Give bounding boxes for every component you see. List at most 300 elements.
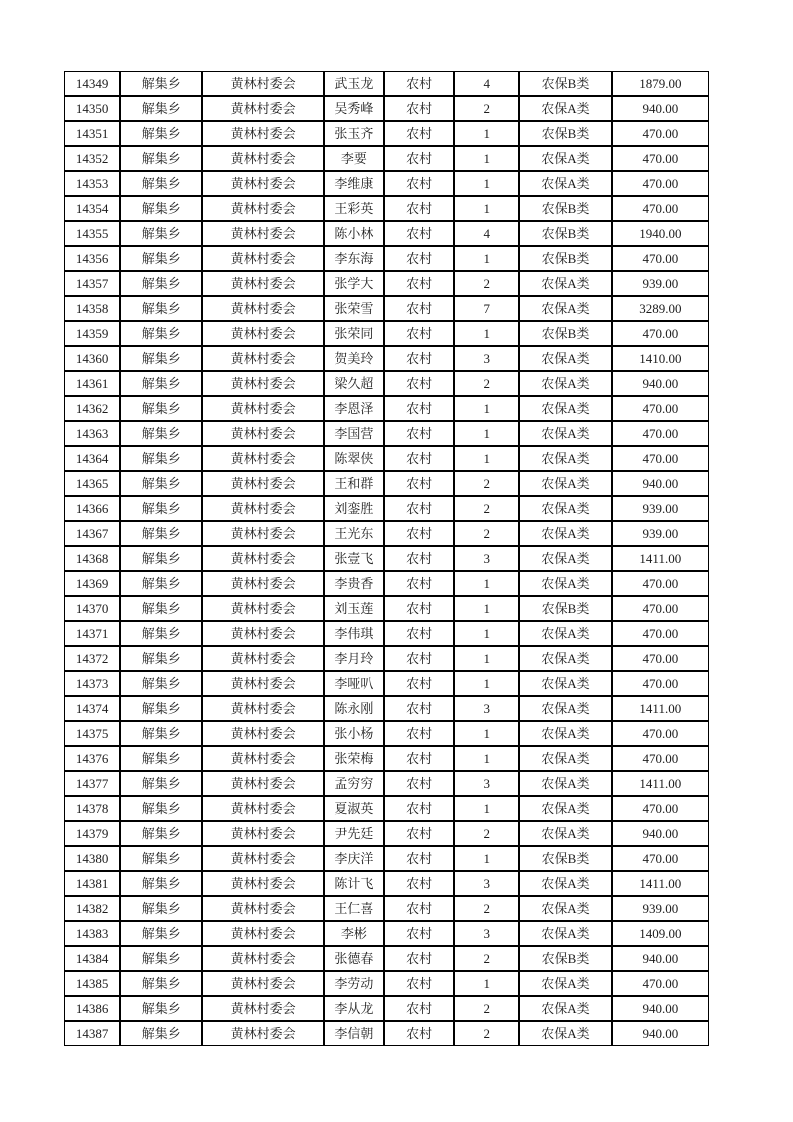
cell-amount: 470.00: [612, 721, 709, 746]
cell-count: 2: [454, 496, 519, 521]
cell-amount: 1411.00: [612, 871, 709, 896]
cell-amount: 470.00: [612, 396, 709, 421]
cell-id: 14355: [64, 221, 120, 246]
cell-category: 农村: [384, 821, 454, 846]
cell-amount: 939.00: [612, 271, 709, 296]
table-row: [64, 621, 709, 646]
cell-category: 农村: [384, 921, 454, 946]
cell-type: 农保A类: [519, 421, 611, 446]
cell-name: 王和群: [324, 471, 384, 496]
cell-name: 李从龙: [324, 996, 384, 1021]
table-row: [64, 696, 709, 721]
cell-name: 刘銮胜: [324, 496, 384, 521]
cell-name: 李伟琪: [324, 621, 384, 646]
cell-amount: 940.00: [612, 946, 709, 971]
cell-name: 王光东: [324, 521, 384, 546]
cell-township: 解集乡: [120, 246, 202, 271]
table-row: [64, 371, 709, 396]
cell-name: 李贵香: [324, 571, 384, 596]
cell-category: 农村: [384, 296, 454, 321]
cell-id: 14370: [64, 596, 120, 621]
cell-village: 黄林村委会: [202, 596, 323, 621]
cell-township: 解集乡: [120, 471, 202, 496]
cell-count: 1: [454, 321, 519, 346]
cell-township: 解集乡: [120, 921, 202, 946]
cell-id: 14362: [64, 396, 120, 421]
table-row: [64, 421, 709, 446]
cell-amount: 470.00: [612, 321, 709, 346]
cell-township: 解集乡: [120, 846, 202, 871]
cell-category: 农村: [384, 646, 454, 671]
cell-amount: 1409.00: [612, 921, 709, 946]
table-body: [64, 71, 709, 1046]
cell-amount: 3289.00: [612, 296, 709, 321]
cell-amount: 470.00: [612, 421, 709, 446]
cell-type: 农保A类: [519, 96, 611, 121]
cell-category: 农村: [384, 971, 454, 996]
cell-village: 黄林村委会: [202, 796, 323, 821]
cell-type: 农保A类: [519, 396, 611, 421]
cell-id: 14386: [64, 996, 120, 1021]
cell-name: 李维康: [324, 171, 384, 196]
cell-type: 农保A类: [519, 371, 611, 396]
cell-category: 农村: [384, 171, 454, 196]
cell-village: 黄林村委会: [202, 421, 323, 446]
cell-id: 14359: [64, 321, 120, 346]
cell-name: 李国营: [324, 421, 384, 446]
cell-amount: 470.00: [612, 796, 709, 821]
cell-id: 14373: [64, 671, 120, 696]
cell-village: 黄林村委会: [202, 846, 323, 871]
cell-amount: 470.00: [612, 246, 709, 271]
cell-category: 农村: [384, 896, 454, 921]
cell-count: 1: [454, 621, 519, 646]
cell-amount: 940.00: [612, 371, 709, 396]
cell-type: 农保A类: [519, 271, 611, 296]
cell-id: 14372: [64, 646, 120, 671]
cell-count: 2: [454, 521, 519, 546]
cell-amount: 470.00: [612, 646, 709, 671]
cell-count: 1: [454, 846, 519, 871]
cell-type: 农保B类: [519, 221, 611, 246]
cell-name: 尹先廷: [324, 821, 384, 846]
cell-village: 黄林村委会: [202, 446, 323, 471]
cell-type: 农保A类: [519, 696, 611, 721]
cell-category: 农村: [384, 871, 454, 896]
cell-village: 黄林村委会: [202, 746, 323, 771]
cell-id: 14368: [64, 546, 120, 571]
cell-village: 黄林村委会: [202, 571, 323, 596]
cell-count: 1: [454, 671, 519, 696]
cell-count: 4: [454, 221, 519, 246]
cell-name: 刘玉莲: [324, 596, 384, 621]
table-row: [64, 671, 709, 696]
cell-id: 14383: [64, 921, 120, 946]
table-row: [64, 471, 709, 496]
cell-name: 贺美玲: [324, 346, 384, 371]
cell-name: 张学大: [324, 271, 384, 296]
cell-id: 14387: [64, 1021, 120, 1046]
cell-category: 农村: [384, 996, 454, 1021]
cell-id: 14358: [64, 296, 120, 321]
cell-id: 14380: [64, 846, 120, 871]
cell-type: 农保A类: [519, 921, 611, 946]
cell-amount: 470.00: [612, 671, 709, 696]
cell-township: 解集乡: [120, 996, 202, 1021]
cell-name: 陈永刚: [324, 696, 384, 721]
cell-village: 黄林村委会: [202, 371, 323, 396]
cell-township: 解集乡: [120, 346, 202, 371]
cell-category: 农村: [384, 321, 454, 346]
cell-village: 黄林村委会: [202, 921, 323, 946]
cell-type: 农保A类: [519, 546, 611, 571]
cell-count: 2: [454, 946, 519, 971]
cell-name: 李信朝: [324, 1021, 384, 1046]
cell-amount: 939.00: [612, 521, 709, 546]
cell-type: 农保B类: [519, 196, 611, 221]
cell-name: 李彬: [324, 921, 384, 946]
cell-category: 农村: [384, 271, 454, 296]
table-row: [64, 746, 709, 771]
cell-village: 黄林村委会: [202, 96, 323, 121]
cell-township: 解集乡: [120, 621, 202, 646]
cell-category: 农村: [384, 246, 454, 271]
cell-count: 2: [454, 96, 519, 121]
cell-id: 14377: [64, 771, 120, 796]
cell-category: 农村: [384, 96, 454, 121]
cell-category: 农村: [384, 771, 454, 796]
table-row: [64, 221, 709, 246]
cell-village: 黄林村委会: [202, 396, 323, 421]
cell-township: 解集乡: [120, 946, 202, 971]
cell-id: 14376: [64, 746, 120, 771]
table-row: [64, 446, 709, 471]
cell-village: 黄林村委会: [202, 196, 323, 221]
cell-name: 张玉齐: [324, 121, 384, 146]
cell-name: 王仁喜: [324, 896, 384, 921]
table-row: [64, 596, 709, 621]
cell-count: 2: [454, 821, 519, 846]
cell-id: 14369: [64, 571, 120, 596]
cell-category: 农村: [384, 796, 454, 821]
cell-type: 农保A类: [519, 171, 611, 196]
table-row: [64, 796, 709, 821]
cell-name: 张荣梅: [324, 746, 384, 771]
cell-amount: 470.00: [612, 971, 709, 996]
cell-name: 李劳动: [324, 971, 384, 996]
cell-village: 黄林村委会: [202, 671, 323, 696]
cell-id: 14378: [64, 796, 120, 821]
cell-township: 解集乡: [120, 71, 202, 96]
cell-count: 1: [454, 121, 519, 146]
cell-id: 14375: [64, 721, 120, 746]
cell-township: 解集乡: [120, 971, 202, 996]
cell-id: 14349: [64, 71, 120, 96]
table-row: [64, 1021, 709, 1046]
cell-township: 解集乡: [120, 796, 202, 821]
cell-type: 农保A类: [519, 621, 611, 646]
cell-amount: 1410.00: [612, 346, 709, 371]
cell-name: 李月玲: [324, 646, 384, 671]
cell-count: 7: [454, 296, 519, 321]
cell-village: 黄林村委会: [202, 621, 323, 646]
cell-type: 农保B类: [519, 596, 611, 621]
cell-name: 李恩泽: [324, 396, 384, 421]
table-row: [64, 246, 709, 271]
cell-township: 解集乡: [120, 146, 202, 171]
cell-category: 农村: [384, 746, 454, 771]
cell-type: 农保A类: [519, 721, 611, 746]
cell-category: 农村: [384, 596, 454, 621]
cell-village: 黄林村委会: [202, 146, 323, 171]
cell-id: 14360: [64, 346, 120, 371]
cell-amount: 470.00: [612, 596, 709, 621]
table-row: [64, 721, 709, 746]
cell-id: 14374: [64, 696, 120, 721]
cell-type: 农保A类: [519, 521, 611, 546]
cell-village: 黄林村委会: [202, 821, 323, 846]
table-row: [64, 921, 709, 946]
cell-count: 1: [454, 796, 519, 821]
table-row: [64, 821, 709, 846]
cell-type: 农保A类: [519, 346, 611, 371]
table-row: [64, 546, 709, 571]
cell-village: 黄林村委会: [202, 546, 323, 571]
cell-count: 1: [454, 171, 519, 196]
cell-id: 14384: [64, 946, 120, 971]
payment-roster-table: [64, 71, 709, 1046]
cell-id: 14366: [64, 496, 120, 521]
cell-type: 农保A类: [519, 471, 611, 496]
cell-count: 4: [454, 71, 519, 96]
table-row: [64, 646, 709, 671]
table-row: [64, 196, 709, 221]
cell-township: 解集乡: [120, 271, 202, 296]
cell-category: 农村: [384, 946, 454, 971]
cell-village: 黄林村委会: [202, 221, 323, 246]
cell-id: 14385: [64, 971, 120, 996]
cell-category: 农村: [384, 671, 454, 696]
cell-id: 14357: [64, 271, 120, 296]
cell-id: 14363: [64, 421, 120, 446]
cell-category: 农村: [384, 571, 454, 596]
cell-amount: 470.00: [612, 171, 709, 196]
table-row: [64, 321, 709, 346]
cell-amount: 940.00: [612, 996, 709, 1021]
cell-count: 1: [454, 196, 519, 221]
cell-id: 14371: [64, 621, 120, 646]
cell-type: 农保A类: [519, 296, 611, 321]
cell-township: 解集乡: [120, 196, 202, 221]
cell-amount: 470.00: [612, 571, 709, 596]
cell-id: 14379: [64, 821, 120, 846]
cell-village: 黄林村委会: [202, 321, 323, 346]
table-row: [64, 396, 709, 421]
cell-village: 黄林村委会: [202, 71, 323, 96]
cell-village: 黄林村委会: [202, 346, 323, 371]
table-row: [64, 71, 709, 96]
cell-category: 农村: [384, 521, 454, 546]
cell-name: 陈小林: [324, 221, 384, 246]
cell-id: 14353: [64, 171, 120, 196]
cell-amount: 939.00: [612, 896, 709, 921]
table-row: [64, 771, 709, 796]
cell-type: 农保A类: [519, 446, 611, 471]
cell-amount: 1879.00: [612, 71, 709, 96]
cell-township: 解集乡: [120, 571, 202, 596]
cell-name: 李东海: [324, 246, 384, 271]
cell-category: 农村: [384, 721, 454, 746]
cell-township: 解集乡: [120, 771, 202, 796]
cell-type: 农保A类: [519, 496, 611, 521]
cell-count: 1: [454, 421, 519, 446]
cell-type: 农保A类: [519, 871, 611, 896]
cell-count: 2: [454, 371, 519, 396]
cell-type: 农保B类: [519, 71, 611, 96]
cell-name: 孟穷穷: [324, 771, 384, 796]
cell-township: 解集乡: [120, 221, 202, 246]
table-row: [64, 96, 709, 121]
cell-village: 黄林村委会: [202, 246, 323, 271]
cell-name: 王彩英: [324, 196, 384, 221]
cell-category: 农村: [384, 546, 454, 571]
table-row: [64, 296, 709, 321]
cell-amount: 470.00: [612, 746, 709, 771]
cell-category: 农村: [384, 71, 454, 96]
cell-name: 陈计飞: [324, 871, 384, 896]
cell-name: 陈翠侠: [324, 446, 384, 471]
cell-category: 农村: [384, 846, 454, 871]
cell-category: 农村: [384, 346, 454, 371]
cell-amount: 470.00: [612, 446, 709, 471]
cell-category: 农村: [384, 371, 454, 396]
cell-name: 张荣雪: [324, 296, 384, 321]
table-row: [64, 871, 709, 896]
cell-id: 14361: [64, 371, 120, 396]
table-row: [64, 571, 709, 596]
cell-amount: 940.00: [612, 471, 709, 496]
cell-category: 农村: [384, 696, 454, 721]
cell-type: 农保A类: [519, 821, 611, 846]
cell-count: 3: [454, 696, 519, 721]
cell-amount: 1411.00: [612, 546, 709, 571]
cell-type: 农保A类: [519, 796, 611, 821]
cell-count: 2: [454, 271, 519, 296]
cell-township: 解集乡: [120, 1021, 202, 1046]
cell-amount: 1940.00: [612, 221, 709, 246]
cell-village: 黄林村委会: [202, 946, 323, 971]
cell-count: 1: [454, 721, 519, 746]
cell-count: 1: [454, 246, 519, 271]
cell-count: 2: [454, 471, 519, 496]
cell-type: 农保B类: [519, 321, 611, 346]
cell-category: 农村: [384, 496, 454, 521]
cell-township: 解集乡: [120, 871, 202, 896]
cell-township: 解集乡: [120, 421, 202, 446]
cell-count: 1: [454, 146, 519, 171]
table-row: [64, 146, 709, 171]
cell-type: 农保A类: [519, 1021, 611, 1046]
cell-village: 黄林村委会: [202, 896, 323, 921]
cell-township: 解集乡: [120, 446, 202, 471]
cell-village: 黄林村委会: [202, 1021, 323, 1046]
cell-name: 张德春: [324, 946, 384, 971]
cell-type: 农保A类: [519, 896, 611, 921]
cell-category: 农村: [384, 471, 454, 496]
cell-township: 解集乡: [120, 546, 202, 571]
cell-village: 黄林村委会: [202, 871, 323, 896]
cell-township: 解集乡: [120, 321, 202, 346]
cell-category: 农村: [384, 196, 454, 221]
cell-village: 黄林村委会: [202, 296, 323, 321]
cell-name: 梁久超: [324, 371, 384, 396]
cell-amount: 1411.00: [612, 771, 709, 796]
cell-amount: 940.00: [612, 821, 709, 846]
table-row: [64, 896, 709, 921]
cell-village: 黄林村委会: [202, 121, 323, 146]
cell-name: 张小杨: [324, 721, 384, 746]
cell-amount: 940.00: [612, 96, 709, 121]
table-row: [64, 521, 709, 546]
cell-amount: 470.00: [612, 621, 709, 646]
table-row: [64, 846, 709, 871]
cell-category: 农村: [384, 446, 454, 471]
cell-count: 2: [454, 896, 519, 921]
cell-township: 解集乡: [120, 721, 202, 746]
cell-count: 1: [454, 971, 519, 996]
table-row: [64, 346, 709, 371]
cell-village: 黄林村委会: [202, 996, 323, 1021]
cell-village: 黄林村委会: [202, 696, 323, 721]
cell-count: 2: [454, 1021, 519, 1046]
cell-count: 3: [454, 771, 519, 796]
cell-township: 解集乡: [120, 896, 202, 921]
table-row: [64, 996, 709, 1021]
cell-type: 农保A类: [519, 771, 611, 796]
cell-amount: 470.00: [612, 196, 709, 221]
cell-village: 黄林村委会: [202, 521, 323, 546]
cell-count: 1: [454, 571, 519, 596]
cell-id: 14351: [64, 121, 120, 146]
cell-count: 1: [454, 396, 519, 421]
cell-id: 14352: [64, 146, 120, 171]
cell-township: 解集乡: [120, 371, 202, 396]
cell-id: 14350: [64, 96, 120, 121]
cell-township: 解集乡: [120, 96, 202, 121]
cell-type: 农保A类: [519, 146, 611, 171]
cell-type: 农保A类: [519, 671, 611, 696]
cell-category: 农村: [384, 1021, 454, 1046]
cell-name: 吴秀峰: [324, 96, 384, 121]
cell-count: 3: [454, 921, 519, 946]
cell-village: 黄林村委会: [202, 271, 323, 296]
cell-name: 李哑叭: [324, 671, 384, 696]
cell-category: 农村: [384, 121, 454, 146]
cell-type: 农保B类: [519, 246, 611, 271]
cell-count: 3: [454, 546, 519, 571]
table-row: [64, 971, 709, 996]
cell-id: 14381: [64, 871, 120, 896]
cell-amount: 470.00: [612, 146, 709, 171]
cell-type: 农保B类: [519, 846, 611, 871]
cell-id: 14356: [64, 246, 120, 271]
cell-amount: 1411.00: [612, 696, 709, 721]
cell-type: 农保A类: [519, 746, 611, 771]
table-row: [64, 496, 709, 521]
cell-township: 解集乡: [120, 496, 202, 521]
cell-village: 黄林村委会: [202, 471, 323, 496]
cell-id: 14354: [64, 196, 120, 221]
